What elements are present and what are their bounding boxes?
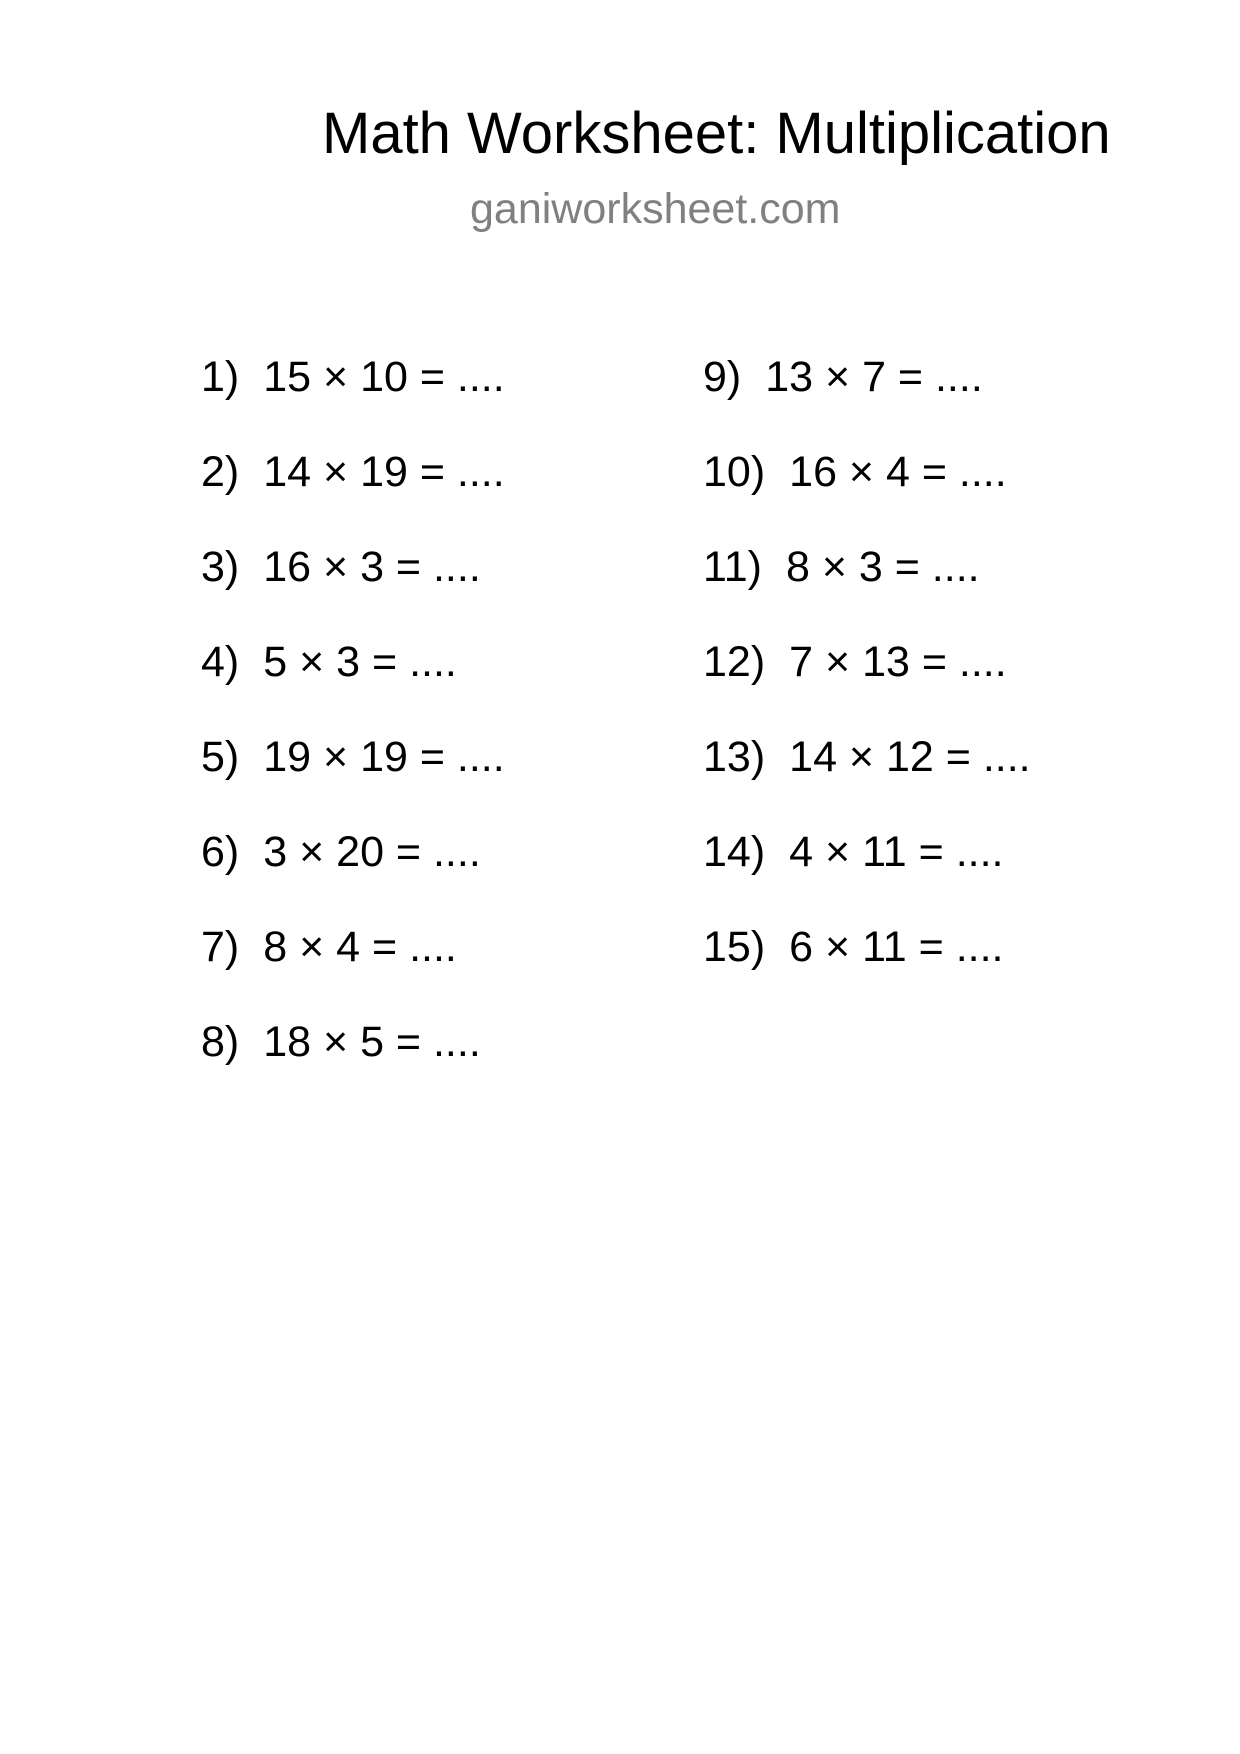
problem-item [201,922,721,1017]
problem-expression: 14 × 19 = .... [263,448,505,496]
problem-item [703,827,1223,922]
problem-item [201,637,721,732]
page-title: Math Worksheet: Multiplication [322,101,1111,166]
problem-number: 4) [201,638,240,686]
problem-column-left [201,352,721,1112]
problem-expression: 6 × 11 = .... [789,923,1004,971]
problem-number: 13) [703,733,766,781]
problem-expression: 7 × 13 = .... [789,638,1007,686]
problem-item [703,542,1223,637]
problem-item [703,732,1223,827]
problem-number: 10) [703,448,766,496]
problem-number: 11) [703,543,762,591]
problem-number: 9) [703,353,742,401]
problem-number: 3) [201,543,240,591]
problem-number: 8) [201,1018,240,1066]
problem-item [201,732,721,827]
problem-item [703,447,1223,542]
problem-number: 12) [703,638,766,686]
problem-item [201,827,721,922]
problem-expression: 3 × 20 = .... [263,828,481,876]
problem-expression: 15 × 10 = .... [263,353,505,401]
problem-item [703,922,1223,1017]
website-label: ganiworksheet.com [470,185,841,233]
problem-expression: 14 × 12 = .... [789,733,1031,781]
problem-item [201,352,721,447]
problem-number: 15) [703,923,766,971]
problem-number: 7) [201,923,240,971]
problem-expression: 18 × 5 = .... [263,1018,481,1066]
problem-column-right [703,352,1223,1017]
problem-number: 2) [201,448,240,496]
problem-expression: 8 × 3 = .... [785,543,980,591]
problem-item [703,637,1223,732]
problem-expression: 19 × 19 = .... [263,733,505,781]
problem-number: 1) [201,353,240,401]
problem-number: 6) [201,828,240,876]
problem-expression: 16 × 4 = .... [789,448,1007,496]
problem-expression: 13 × 7 = .... [765,353,983,401]
problem-expression: 16 × 3 = .... [263,543,481,591]
problem-number: 14) [703,828,766,876]
problem-expression: 8 × 4 = .... [263,923,457,971]
problem-item [201,1017,721,1112]
problem-number: 5) [201,733,240,781]
problem-expression: 5 × 3 = .... [263,638,457,686]
problem-item [703,352,1223,447]
problem-expression: 4 × 11 = .... [789,828,1004,876]
problem-item [201,447,721,542]
problem-item [201,542,721,637]
